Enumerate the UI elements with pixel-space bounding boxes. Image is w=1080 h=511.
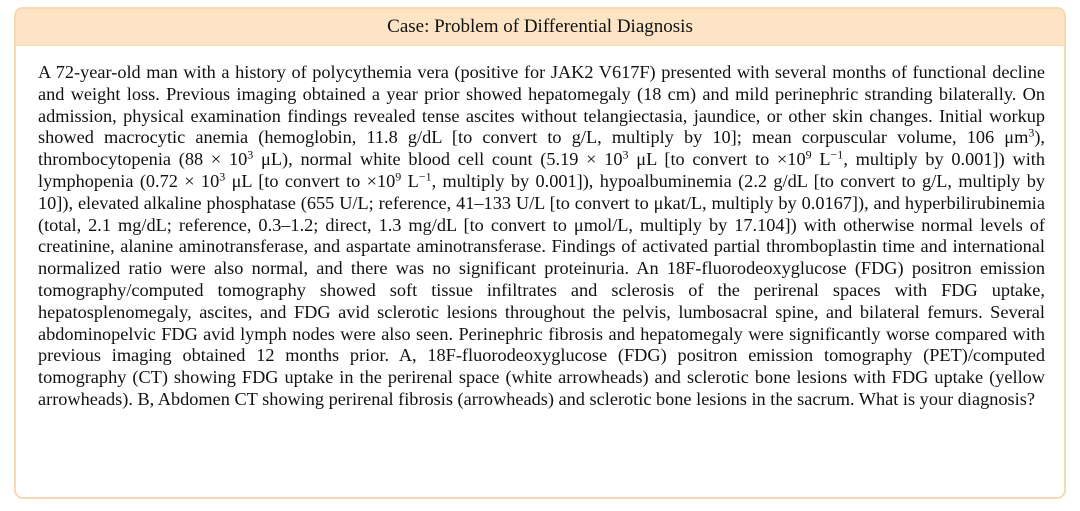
- case-title: Case: Problem of Differential Diagnosis: [16, 9, 1064, 46]
- text-run: , multiply by 0.001]), hypoalbuminemia (2.2 g/dL [to convert to g/L, multiply by 10]), elevated alkaline phosphatase (655 U/L; reference, 41–133 U/L [to convert to μkat/L, multiply by 0.0167]), and hyperbilirubinemia (total, 2.1 mg/dL; reference, 0.3–1.2; direct, 1.3 mg/dL [to convert to μmol/L, multiply by 17.104]) with otherwise normal levels of creatinine, alanine aminotransferase, and aspartate aminotransferase. Findings of activated partial thromboplastin time and international normalized ratio were also normal, and there was no significant proteinuria. An 18F-fluorodeoxyglucose (FDG) positron emission tomography/computed tomography showed soft tissue infiltrates and sclerosis of the perirenal spaces with FDG uptake, hepatosplenomegaly, ascites, and FDG avid sclerotic lesions throughout the pelvis, lumbosacral spine, and bilateral femurs. Several abdominopelvic FDG avid lymph nodes were also seen. Perinephric fibrosis and hepatomegaly were significantly worse compared with previous imaging obtained 12 months prior. A, 18F-fluorodeoxyglucose (FDG) positron emission tomography (PET)/computed tomography (CT) showing FDG uptake in the perirenal space (white arrowheads) and sclerotic bone lesions with FDG uptake (yellow arrowheads). B, Abdomen CT showing perirenal fibrosis (arrowheads) and sclerotic bone lesions in the sacrum. What is your diagnosis?: [38, 170, 1045, 409]
- text-run: ), thrombocytopenia (88 × 10: [38, 127, 1045, 170]
- text-run: L: [401, 170, 419, 191]
- superscript: −1: [418, 169, 432, 184]
- superscript: 9: [805, 147, 812, 162]
- text-run: μL), normal white blood cell count (5.19 × 10: [253, 149, 623, 170]
- superscript: 3: [622, 147, 629, 162]
- text-run: μL [to convert to ×10: [225, 170, 396, 191]
- case-description: [38, 62, 1045, 411]
- superscript: 9: [395, 169, 402, 184]
- superscript: 3: [247, 147, 254, 162]
- case-card: [14, 7, 1066, 499]
- superscript: −1: [830, 147, 844, 162]
- text-run: μL [to convert to ×10: [628, 149, 806, 170]
- text-run: L: [811, 149, 831, 170]
- superscript: 3: [219, 169, 226, 184]
- superscript: 3: [1028, 125, 1035, 140]
- text-run: A 72-year-old man with a history of polycythemia vera (positive for JAK2 V617F) presented with several months of functional decline and weight loss. Previous imaging obtained a year prior showed hepatomegaly (18 cm) and mild perinephric stranding bilaterally. On admission, physical examination findings revealed tense ascites without telangiectasia, jaundice, or other skin changes. Initial workup showed macrocytic anemia (hemoglobin, 11.8 g/dL [to convert to g/L, multiply by 10]; mean corpuscular volume, 106 μm: [38, 62, 1045, 148]
- text-run: , multiply by 0.001]) with lymphopenia (0.72 × 10: [38, 149, 1045, 191]
